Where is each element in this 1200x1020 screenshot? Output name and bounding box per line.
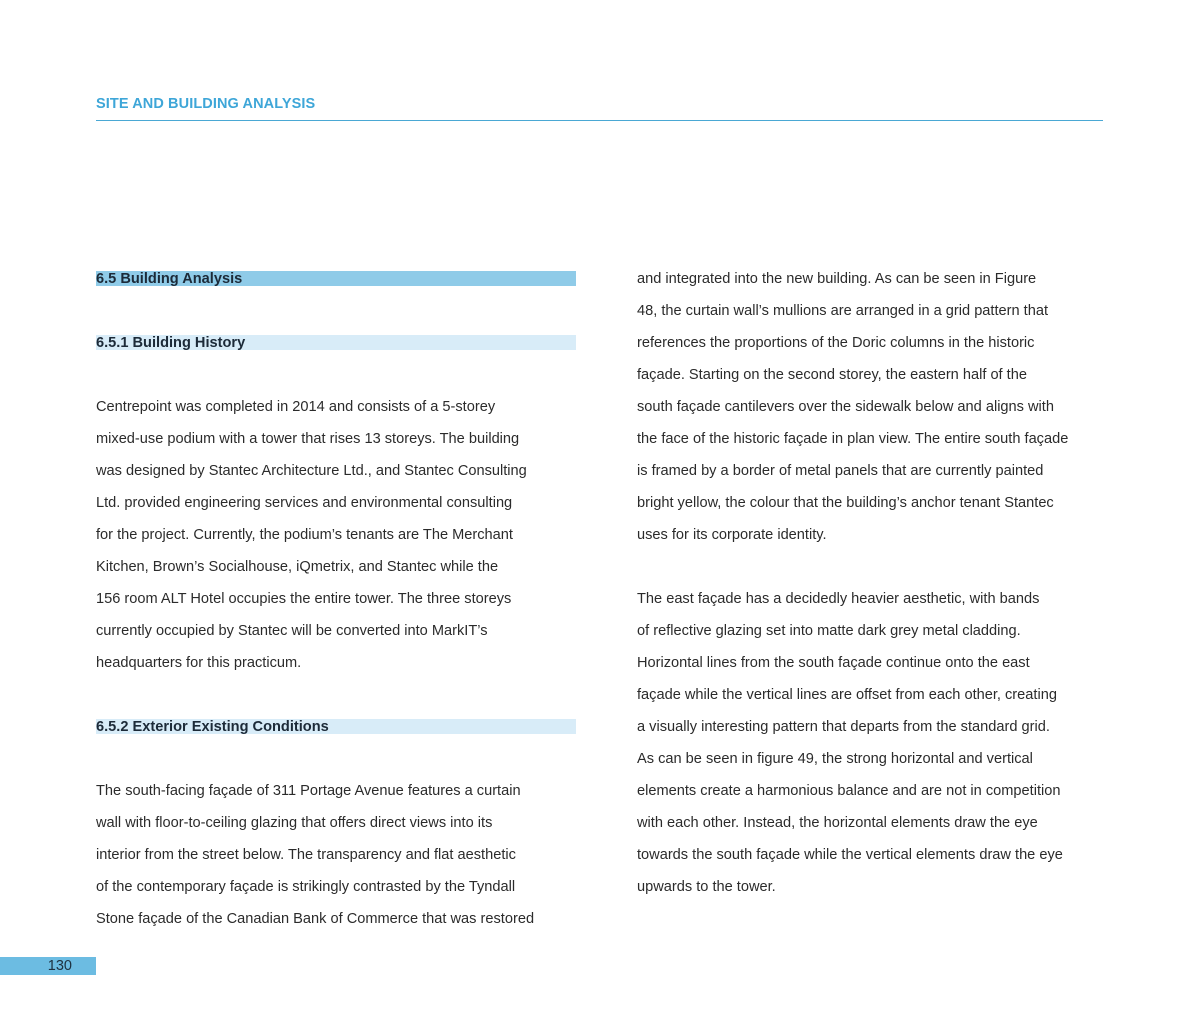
paragraph-line: The east façade has a decidedly heavier aesthetic, with bands (637, 591, 1040, 607)
section-heading-6-5 (96, 263, 576, 295)
paragraph-line: currently occupied by Stantec will be converted into MarkIT’s (96, 623, 488, 639)
paragraph-line: references the proportions of the Doric columns in the historic (637, 335, 1035, 351)
running-header-title: SITE AND BUILDING ANALYSIS (96, 96, 316, 112)
paragraph-line: Centrepoint was completed in 2014 and consists of a 5-storey (96, 399, 496, 415)
running-header (96, 95, 1103, 121)
building-history-paragraph (96, 391, 576, 679)
paragraph-line: interior from the street below. The transparency and flat aesthetic (96, 847, 516, 863)
paragraph-line: bright yellow, the colour that the building’s anchor tenant Stantec (637, 495, 1054, 511)
subsection-heading-text: 6.5.1 Building History (96, 335, 246, 351)
left-column (96, 263, 576, 935)
exterior-conditions-paragraph (96, 775, 576, 935)
page-number: 130 (47, 958, 72, 974)
right-column (637, 263, 1117, 903)
facade-paragraph-2 (637, 583, 1117, 903)
paragraph-line: is framed by a border of metal panels that are currently painted (637, 463, 1044, 479)
paragraph-line: of reflective glazing set into matte dark grey metal cladding. (637, 623, 1021, 639)
paragraph-line: 48, the curtain wall’s mullions are arranged in a grid pattern that (637, 303, 1049, 319)
paragraph-line: As can be seen in figure 49, the strong horizontal and vertical (637, 751, 1033, 767)
subsection-heading-6-5-2 (96, 711, 576, 743)
paragraph-line: the face of the historic façade in plan view. The entire south façade (637, 431, 1069, 447)
paragraph-line: wall with floor-to-ceiling glazing that offers direct views into its (96, 815, 493, 831)
paragraph-line: was designed by Stantec Architecture Ltd., and Stantec Consulting (96, 463, 527, 479)
paragraph-line: Stone façade of the Canadian Bank of Commerce that was restored (96, 911, 535, 927)
paragraph-line: for the project. Currently, the podium’s tenants are The Merchant (96, 527, 513, 543)
paragraph-line: Kitchen, Brown’s Socialhouse, iQmetrix, and Stantec while the (96, 559, 499, 575)
section-heading-text: 6.5 Building Analysis (96, 271, 243, 287)
paragraph-line: south façade cantilevers over the sidewalk below and aligns with (637, 399, 1054, 415)
paragraph-line: Horizontal lines from the south façade continue onto the east (637, 655, 1030, 671)
paragraph-line: façade while the vertical lines are offset from each other, creating (637, 687, 1057, 703)
paragraph-line: mixed-use podium with a tower that rises 13 storeys. The building (96, 431, 520, 447)
subsection-heading-6-5-1 (96, 327, 576, 359)
paragraph-line: headquarters for this practicum. (96, 655, 302, 671)
paragraph-line: uses for its corporate identity. (637, 527, 827, 543)
paragraph-line: of the contemporary façade is strikingly contrasted by the Tyndall (96, 879, 516, 895)
paragraph-line: upwards to the tower. (637, 879, 776, 895)
page-number-bar (0, 957, 96, 975)
paragraph-line: and integrated into the new building. As can be seen in Figure (637, 271, 1037, 287)
subsection-heading-text: 6.5.2 Exterior Existing Conditions (96, 719, 329, 735)
paragraph-line: façade. Starting on the second storey, the eastern half of the (637, 367, 1027, 383)
paragraph-line: elements create a harmonious balance and are not in competition (637, 783, 1061, 799)
paragraph-line: a visually interesting pattern that departs from the standard grid. (637, 719, 1050, 735)
paragraph-line: Ltd. provided engineering services and environmental consulting (96, 495, 513, 511)
paragraph-line: 156 room ALT Hotel occupies the entire tower. The three storeys (96, 591, 512, 607)
paragraph-line: The south-facing façade of 311 Portage Avenue features a curtain (96, 783, 521, 799)
paragraph-line: towards the south façade while the vertical elements draw the eye (637, 847, 1063, 863)
paragraph-line: with each other. Instead, the horizontal elements draw the eye (637, 815, 1038, 831)
facade-paragraph-1 (637, 263, 1117, 551)
